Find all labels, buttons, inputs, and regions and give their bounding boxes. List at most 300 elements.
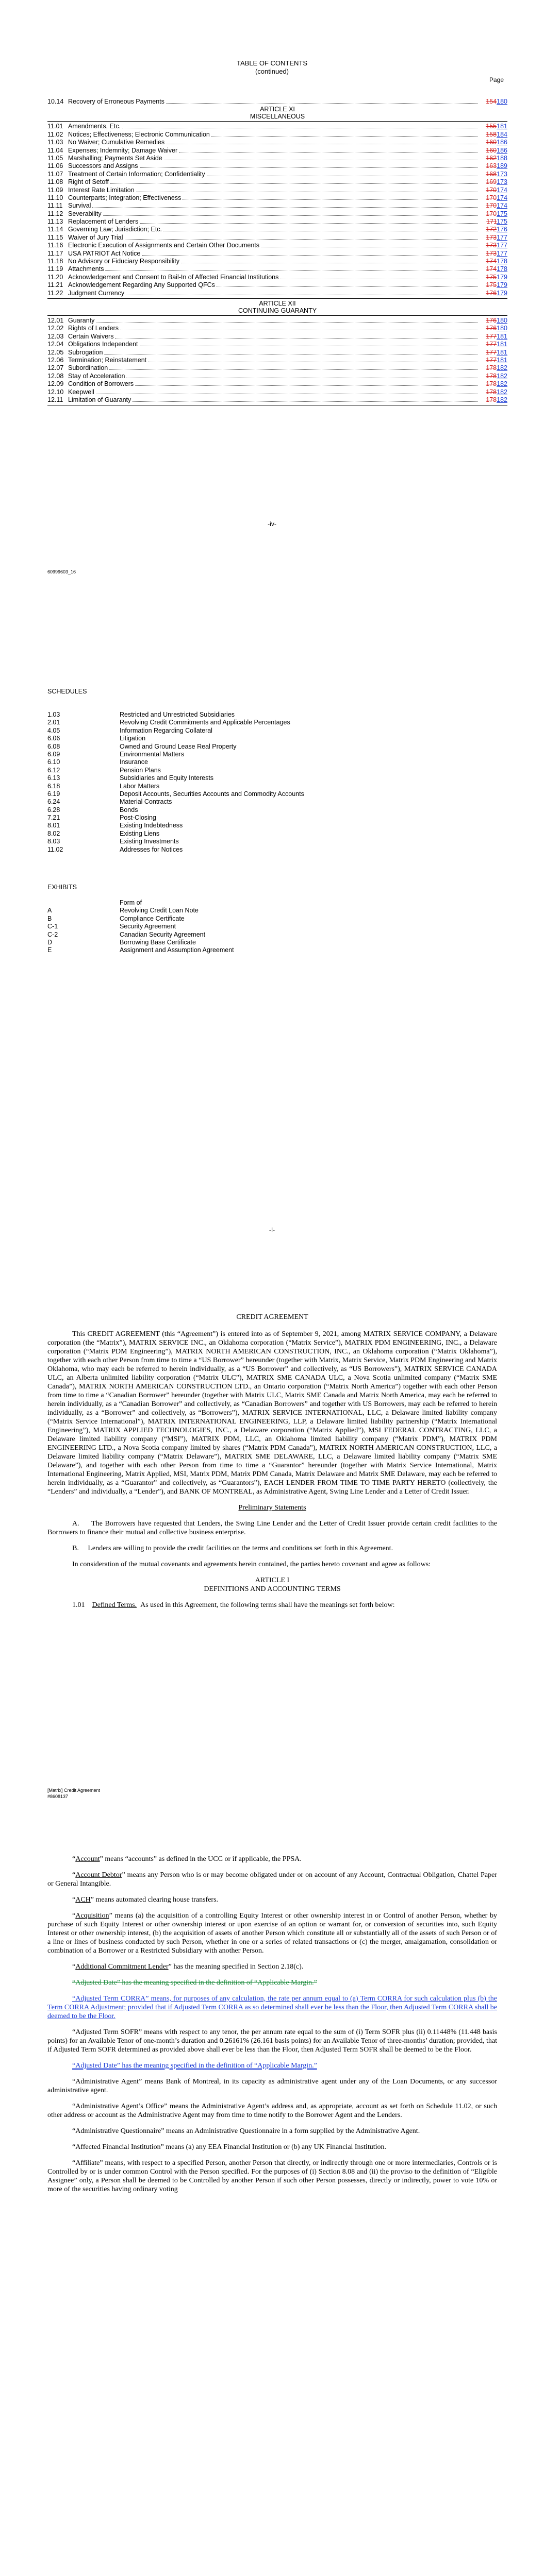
- exhibit-row: [47, 931, 234, 939]
- toc-leader-dots: [183, 199, 478, 200]
- toc-row[interactable]: [47, 380, 507, 388]
- footer-id: 60999603_16: [47, 569, 76, 574]
- toc-page-ref[interactable]: [480, 274, 507, 281]
- toc-page-ref[interactable]: [480, 325, 507, 332]
- exhibit-row-title: Revolving Credit Loan Note: [120, 907, 199, 914]
- toc-page-ref[interactable]: [480, 265, 507, 273]
- inserted-page-number: 181: [497, 332, 507, 340]
- recital-a-label: A.: [72, 1520, 79, 1528]
- toc-row[interactable]: [47, 147, 507, 155]
- toc-section-title: Notices; Effectiveness; Electronic Communication: [68, 130, 210, 138]
- exhibit-row: [47, 907, 234, 914]
- deleted-page-number: 176: [486, 316, 497, 324]
- schedules-heading: SCHEDULES: [47, 688, 87, 695]
- toc-section-title: Treatment of Certain Information; Confidentiality: [68, 170, 205, 178]
- defined-term: Additional Commitment Lender: [75, 1963, 169, 1971]
- schedule-row: [47, 751, 304, 758]
- deleted-page-number: 173: [486, 233, 497, 241]
- toc-section-number: 11.19: [47, 265, 63, 273]
- toc-row[interactable]: [47, 341, 507, 348]
- deleted-page-number: 176: [486, 289, 497, 297]
- toc-row[interactable]: [47, 171, 507, 178]
- exhibit-row-code: D: [47, 938, 53, 946]
- inserted-page-number: 179: [497, 281, 507, 289]
- toc-leader-dots: [105, 270, 478, 271]
- definition: “Account Debtor” means any Person who is or may become obligated under or on account of any Account, Contractual Obligation, Chattel Paper or General Intangible.: [47, 1871, 497, 1888]
- toc-row[interactable]: [47, 218, 507, 226]
- schedule-row-code: 6.06: [47, 735, 60, 742]
- toc-section-number: 12.03: [47, 332, 64, 340]
- toc-row[interactable]: [47, 202, 507, 210]
- inserted-page-number: 182: [497, 396, 507, 403]
- defined-term: ACH: [75, 1896, 91, 1904]
- schedules-list: [47, 711, 304, 854]
- toc-section-number: 11.22: [47, 289, 63, 297]
- toc-page-ref[interactable]: [480, 341, 507, 348]
- schedule-row-code: 8.01: [47, 822, 60, 829]
- section-label: 1.01: [72, 1601, 85, 1609]
- exhibit-row-title: Borrowing Base Certificate: [120, 938, 196, 946]
- toc-section-number: 10.14: [47, 98, 64, 105]
- footer-doc-id: #8608137: [47, 1794, 69, 1799]
- article-xi-heading: ARTICLE XI: [260, 106, 295, 113]
- toc-section-title: Rights of Lenders: [68, 325, 119, 332]
- schedule-row-title: Addresses for Notices: [120, 845, 183, 853]
- inserted-page-number: 181: [497, 123, 507, 130]
- toc-list: [47, 98, 507, 406]
- deleted-page-number: 170: [486, 194, 497, 201]
- inserted-page-number: 173: [497, 178, 507, 186]
- footer-doc: [Matrix] Credit Agreement: [47, 1788, 101, 1793]
- toc-section-number: 12.02: [47, 325, 64, 332]
- toc-section-number: 11.04: [47, 146, 63, 154]
- schedule-row: [47, 814, 304, 822]
- deleted-page-number: 173: [486, 249, 497, 257]
- toc-page-ref[interactable]: [480, 162, 507, 170]
- inserted-page-number: 186: [497, 146, 507, 154]
- schedule-row-title: Restricted and Unrestricted Subsidiaries: [120, 711, 235, 718]
- toc-section-number: 12.04: [47, 341, 64, 348]
- schedule-row-title: Litigation: [120, 735, 146, 742]
- toc-page-ref[interactable]: [480, 396, 507, 404]
- agreement-body: [47, 1313, 497, 1617]
- inserted-page-number: 175: [497, 210, 507, 217]
- inserted-page-number: 180: [497, 316, 507, 324]
- toc-row[interactable]: [47, 250, 507, 258]
- exhibit-row-title: Assignment and Assumption Agreement: [120, 946, 234, 954]
- schedule-row-title: Owned and Ground Lease Real Property: [120, 742, 237, 750]
- inserted-page-number: 182: [497, 388, 507, 396]
- toc-section-number: 11.08: [47, 178, 63, 186]
- toc-section-number: 11.07: [47, 170, 63, 178]
- toc-row[interactable]: [47, 333, 507, 341]
- article-i-heading: ARTICLE I: [255, 1577, 290, 1584]
- schedule-row-code: 6.09: [47, 750, 60, 758]
- article-xii-heading: ARTICLE XII: [259, 299, 296, 307]
- toc-leader-dots: [110, 183, 478, 184]
- toc-section-number: 11.17: [47, 249, 63, 257]
- section-text: As used in this Agreement, the following terms shall have the meanings set forth below:: [140, 1601, 395, 1609]
- toc-page-ref[interactable]: [480, 218, 507, 226]
- definition: “ACH” means automated clearing house transfers.: [72, 1896, 219, 1904]
- toc-section-title: Limitation of Guaranty: [68, 396, 131, 403]
- inserted-page-number: 178: [497, 258, 507, 265]
- toc-section-number: 12.09: [47, 380, 64, 388]
- deleted-page-number: 160: [486, 146, 497, 154]
- toc-row[interactable]: [47, 290, 507, 297]
- definition: “Administrative Questionnaire” means an Administrative Questionnaire in a form supplied by the Administrative Agent.: [72, 2127, 420, 2135]
- toc-section-number: 11.10: [47, 194, 63, 201]
- inserted-page-number: 179: [497, 273, 507, 281]
- deleted-page-number: 177: [486, 348, 497, 356]
- schedules-page: [0, 665, 544, 1283]
- toc-page-ref[interactable]: [480, 98, 507, 106]
- toc-row[interactable]: [47, 194, 507, 202]
- toc-page-ref[interactable]: [480, 226, 507, 233]
- toc-section-title: Marshalling; Payments Set Aside: [68, 154, 162, 162]
- toc-page-ref[interactable]: [480, 131, 507, 139]
- exhibits-list: [47, 899, 234, 955]
- toc-title: TABLE OF CONTENTS: [237, 59, 307, 67]
- toc-leader-dots: [142, 255, 478, 256]
- exhibits-heading: EXHIBITS: [47, 884, 77, 891]
- schedule-row-code: 6.12: [47, 766, 60, 774]
- exhibit-row: [47, 939, 234, 946]
- deleted-page-number: 155: [486, 123, 497, 130]
- toc-row[interactable]: [47, 234, 507, 242]
- toc-page-ref[interactable]: [480, 388, 507, 396]
- divider: [47, 298, 507, 299]
- toc-row[interactable]: [47, 265, 507, 273]
- deleted-page-number: 158: [486, 130, 497, 138]
- schedule-row-title: Existing Indebtedness: [120, 822, 183, 829]
- schedule-row-title: Pension Plans: [120, 766, 161, 774]
- schedule-row: [47, 838, 304, 845]
- inserted-page-number: 174: [497, 202, 507, 210]
- recital-b-label: B.: [72, 1545, 79, 1552]
- definition: “Additional Commitment Lender” has the meaning specified in Section 2.18(c).: [72, 1963, 304, 1971]
- deleted-page-number: 178: [486, 388, 497, 396]
- definitions-body: [47, 1855, 497, 2201]
- schedule-row: [47, 743, 304, 751]
- toc-leader-dots: [125, 239, 478, 240]
- deleted-page-number: 178: [486, 396, 497, 403]
- toc-leader-dots: [140, 223, 478, 224]
- toc-section-title: Expenses; Indemnity; Damage Waiver: [68, 146, 178, 154]
- inserted-page-number: 177: [497, 242, 507, 249]
- intro-paragraph: This CREDIT AGREEMENT (this “Agreement”) is entered into as of September 9, 2021, among MATRIX SERVICE COMPANY, a Delaware corporation (the “Matrix”), MATRIX SERVICE INC., an Oklahoma corporation (“Matrix Service”), MATRIX PDM ENGINEERING, INC., a Delaware corporation (“Matrix PDM Engineering”), MATRIX NORTH AMERICAN CONSTRUCTION, INC., an Oklahoma corporation (“Matrix Oklahoma”), together with each other Person from time to time a “US Borrower” hereunder (together with Matrix, Matrix Service, Matrix PDM Engineering and Matrix Oklahoma, who may each be referred to herein individually, as a “US Borrower” and collectively, as “US Borrowers”), MATRIX SERVICE CANADA ULC, an Alberta unlimited liability corporation (“Matrix ULC”), MATRIX SME CANADA ULC, a Nova Scotia unlimited company (“Matrix SME Canada”), MATRIX NORTH AMERICAN CONSTRUCTION LTD., an Ontario corporation (“Matrix North America”) together with each other Person from time to time a “Canadian Borrower” hereunder (together with Matrix ULC, Matrix SME Canada and Matrix North America, may each be referred to herein individually, as a “Canadian Borrower” and collectively, as “Canadian Borrowers” and together with US Borrowers, may each be referred to herein individually, as a “Borrower” and collectively, as “Borrowers”), MATRIX SERVICE INTERNATIONAL, LLC, a Delaware limited liability company (“Matrix Service International”), MATRIX INTERNATIONAL ENGINEERING, LLP, a Delaware limited liability partnership (“Matrix International Engineering”), MATRIX APPLIED TECHNOLOGIES, INC., a Delaware corporation (“Matrix Applied”), MSI FEDERAL CONTRACTING, LLC, a Delaware limited liability company (“MSI”), MATRIX PDM, LLC, an Oklahoma limited liability company (“Matrix PDM”), MATRIX PDM ENGINEERING LTD., a Nova Scotia company limited by shares (“Matrix PDM Canada”), MATRIX NORTH AMERICAN CONSTRUCTION, LLC, a Delaware limited liability company (“Matrix Delaware”), MATRIX SME DELAWARE, LLC, a Delaware limited liability company (“Matrix SME Delaware”), and together with each other Person from time to time a “Guarantor” hereunder (together with Matrix Service International, Matrix International Engineering, Matrix Applied, MSI, Matrix PDM, Matrix PDM Canada, Matrix Delaware and Matrix SME Delaware, may each be referred to herein individually, as a “Guarantor” and collectively, as “Guarantors”), EACH LENDER FROM TIME TO TIME PARTY HERETO (collectively, the “Lenders” and individually, a “Lender”), and BANK OF MONTREAL, as Administrative Agent, Swing Line Lender and a Letter of Credit Issuer.: [47, 1330, 497, 1496]
- recital-a: [47, 1519, 497, 1537]
- toc-row[interactable]: [47, 281, 507, 289]
- schedule-row: [47, 735, 304, 742]
- deleted-page-number: 170: [486, 186, 497, 194]
- toc-section-title: Certain Waivers: [68, 332, 114, 340]
- toc-row[interactable]: [47, 372, 507, 380]
- toc-row[interactable]: [47, 396, 507, 404]
- inserted-page-number: 178: [497, 265, 507, 273]
- toc-section-title: Governing Law; Jurisdiction; Etc.: [68, 226, 162, 233]
- schedule-row-code: 8.02: [47, 829, 60, 837]
- definitions-page: [0, 1824, 544, 2576]
- toc-page-ref[interactable]: [480, 139, 507, 146]
- inserted-page-number: 179: [497, 289, 507, 297]
- deleted-page-number: 177: [486, 332, 497, 340]
- toc-section-number: 11.20: [47, 273, 63, 281]
- schedule-row: [47, 830, 304, 838]
- schedule-row: [47, 711, 304, 719]
- inserted-page-number: 181: [497, 348, 507, 356]
- schedule-row-code: 6.19: [47, 790, 60, 798]
- toc-section-number: 11.16: [47, 242, 63, 249]
- toc-section-title: Replacement of Lenders: [68, 218, 139, 226]
- schedule-row: [47, 774, 304, 782]
- inserted-page-number: 177: [497, 233, 507, 241]
- toc-page-ref[interactable]: [480, 194, 507, 202]
- toc-row[interactable]: [47, 131, 507, 139]
- toc-section-title: Counterparts; Integration; Effectiveness: [68, 194, 182, 201]
- toc-page-ref[interactable]: [480, 333, 507, 341]
- schedule-row: [47, 767, 304, 774]
- toc-subtitle: (continued): [255, 67, 289, 75]
- toc-row[interactable]: [47, 187, 507, 194]
- toc-page-ref[interactable]: [480, 258, 507, 265]
- toc-page-ref[interactable]: [480, 187, 507, 194]
- defined-term: Account Debtor: [75, 1871, 122, 1879]
- toc-section-number: 11.11: [47, 202, 63, 210]
- toc-page-ref[interactable]: [480, 178, 507, 186]
- definition: “Acquisition” means (a) the acquisition of a controlling Equity Interest or other ownership interest in or Control of another Person, whether by purchase of such Equity Interest or other ownership interest or upon exercise of an option or warrant for, or conversion of securities into, such Equity Interest or other ownership interest, (b) the acquisition of assets of another Person which constitute all or substantially all of the assets of such Person or of a line or lines of business conducted by such Person, whether in one or a series of related transactions or (c) the merger, amalgamation, consolidation or combination of a Borrower or a Restricted Subsidiary with another Person.: [47, 1912, 497, 1955]
- toc-section-title: Successors and Assigns: [68, 162, 138, 170]
- recital-a-text: The Borrowers have requested that Lenders, the Swing Line Lender and the Letter of Credit Issuer provide certain credit facilities to the Borrowers to finance their mutual and collective business enterprise.: [47, 1520, 497, 1536]
- toc-section-number: 11.01: [47, 123, 63, 130]
- toc-section-title: Severability: [68, 210, 102, 217]
- prelim-heading: Preliminary Statements: [238, 1504, 306, 1512]
- recital-b-text: Lenders are willing to provide the credit facilities on the terms and conditions set forth in this Agreement.: [88, 1545, 393, 1552]
- toc-page-ref[interactable]: [480, 123, 507, 130]
- page-number: -iv-: [268, 520, 276, 528]
- schedule-row-code: 6.13: [47, 774, 60, 782]
- toc-leader-dots: [92, 207, 478, 208]
- deleted-page-number: 162: [486, 154, 497, 162]
- definition-text: means “accounts” as defined in the UCC or if applicable, the PPSA.: [103, 1855, 302, 1863]
- inserted-page-number: 182: [497, 372, 507, 380]
- inserted-page-number: 182: [497, 380, 507, 388]
- deleted-definition: “Adjusted Date” has the meaning specified in the definition of “Applicable Margin.”: [72, 1979, 317, 1987]
- toc-row[interactable]: [47, 364, 507, 372]
- deleted-page-number: 175: [486, 281, 497, 289]
- schedule-row: [47, 790, 304, 798]
- deleted-page-number: 178: [486, 364, 497, 372]
- deleted-page-number: 177: [486, 356, 497, 364]
- schedule-row-title: Bonds: [120, 806, 138, 814]
- toc-page: [0, 0, 544, 644]
- toc-leader-dots: [217, 286, 478, 287]
- toc-page-ref[interactable]: [480, 349, 507, 357]
- toc-section-number: 12.10: [47, 388, 64, 396]
- definition-text: means (a) the acquisition of a controlling Equity Interest or other ownership interest in or Control of another Person, whether by purchase of such Equity Interest or other ownership interest or upon exercise of an option or warrant for, or conversion of securities into, such Equity Interest or other ownership interest, (b) the acquisition of assets of another Person which constitute all or substantially all of the assets of such Person or of a line or lines of business conducted by such Person, whether in one or a series of related transactions or (c) the merger, amalgamation, consolidation or combination of a Borrower or a Restricted Subsidiary with another Person.: [47, 1912, 497, 1955]
- deleted-page-number: 173: [486, 242, 497, 249]
- toc-leader-dots: [211, 136, 478, 137]
- toc-page-ref[interactable]: [480, 380, 507, 388]
- toc-row[interactable]: [47, 178, 507, 186]
- deleted-page-number: 154: [486, 98, 497, 105]
- deleted-page-number: 175: [486, 273, 497, 281]
- schedule-row-title: Information Regarding Collateral: [120, 726, 212, 734]
- toc-page-ref[interactable]: [480, 171, 507, 178]
- schedule-row-title: Material Contracts: [120, 798, 172, 806]
- schedule-row-code: 4.05: [47, 726, 60, 734]
- exhibit-row-code: B: [47, 914, 52, 922]
- toc-page-ref[interactable]: [480, 357, 507, 364]
- inserted-page-number: 173: [497, 170, 507, 178]
- definition: “Adjusted Term SOFR” means with respect to any tenor, the per annum rate equal to the sum of (i) Term SOFR plus (ii) 0.11448% (11.448 basis points) for an Available Tenor of one-month’s duration and 0.26161% (26.161 basis points) for an Available Tenor of three-months’ duration; provided, that if Adjusted Term SOFR determined as provided above shall ever be less than the Floor, then Adjusted Term SOFR shall be deemed to be the Floor.: [47, 2028, 497, 2054]
- toc-page-header: Page: [489, 76, 504, 83]
- inserted-page-number: 186: [497, 139, 507, 146]
- toc-row[interactable]: [47, 98, 507, 106]
- toc-section-title: Recovery of Erroneous Payments: [68, 98, 164, 105]
- deleted-page-number: 178: [486, 372, 497, 380]
- exhibit-row: [47, 915, 234, 923]
- toc-row[interactable]: [47, 226, 507, 233]
- toc-row[interactable]: [47, 123, 507, 130]
- toc-section-title: Judgment Currency: [68, 289, 125, 297]
- toc-section-number: 11.18: [47, 258, 63, 265]
- toc-section-number: 11.06: [47, 162, 63, 170]
- schedule-row: [47, 783, 304, 790]
- inserted-page-number: 182: [497, 364, 507, 372]
- schedule-row-code: 1.03: [47, 711, 60, 718]
- toc-leader-dots: [135, 385, 478, 386]
- schedule-row: [47, 846, 304, 854]
- toc-section-number: 11.14: [47, 226, 63, 233]
- schedule-row-code: 8.03: [47, 838, 60, 845]
- toc-leader-dots: [103, 215, 478, 216]
- schedule-row-code: 6.28: [47, 806, 60, 814]
- toc-row[interactable]: [47, 274, 507, 281]
- toc-section-title: Right of Setoff: [68, 178, 109, 186]
- toc-row[interactable]: [47, 242, 507, 249]
- exhibit-row: [47, 946, 234, 954]
- toc-row[interactable]: [47, 388, 507, 396]
- schedule-row-title: Deposit Accounts, Securities Accounts and Commodity Accounts: [120, 790, 304, 798]
- exhibit-row-title: Security Agreement: [120, 923, 176, 930]
- toc-section-title: Subordination: [68, 364, 108, 372]
- toc-section-title: Guaranty: [68, 316, 95, 324]
- toc-section-number: 11.09: [47, 186, 63, 194]
- exhibit-row-code: C-2: [47, 930, 58, 938]
- toc-row[interactable]: [47, 139, 507, 146]
- inserted-page-number: 181: [497, 341, 507, 348]
- toc-page-ref[interactable]: [480, 250, 507, 258]
- toc-row[interactable]: [47, 317, 507, 325]
- toc-page-ref[interactable]: [480, 281, 507, 289]
- toc-section-title: Attachments: [68, 265, 104, 273]
- deleted-page-number: 171: [486, 218, 497, 226]
- schedule-row: [47, 758, 304, 766]
- toc-section-title: Termination; Reinstatement: [68, 356, 147, 364]
- schedule-row-code: 6.24: [47, 798, 60, 806]
- toc-page-ref[interactable]: [480, 317, 507, 325]
- exhibit-row-title: Compliance Certificate: [120, 914, 185, 922]
- toc-section-title: No Waiver; Cumulative Remedies: [68, 139, 165, 146]
- definition: “Administrative Agent” means Bank of Montreal, in its capacity as administrative agent under any of the Loan Documents, or any successor administrative agent.: [47, 2078, 497, 2094]
- toc-page-ref[interactable]: [480, 202, 507, 210]
- toc-page-ref[interactable]: [480, 234, 507, 242]
- definition: “Affiliate” means, with respect to a specified Person, another Person that directly, or indirectly through one or more intermediaries, Controls or is Controlled by or is under common Control with the Person specified. For the purposes of (i) Section 8.08 and (ii) the proviso to the definition of “Eligible Assignee” only, a Person shall be deemed to be Controlled by another Person if such other Person possesses, directly or indirectly, power to vote 10% or more of the securities having ordinary voting: [47, 2159, 497, 2193]
- inserted-page-number: 181: [497, 356, 507, 364]
- deleted-page-number: 169: [486, 178, 497, 186]
- inserted-page-number: 174: [497, 194, 507, 201]
- toc-section-title: Subrogation: [68, 348, 103, 356]
- schedule-row: [47, 822, 304, 829]
- toc-section-number: 12.07: [47, 364, 64, 372]
- toc-page-ref[interactable]: [480, 147, 507, 155]
- toc-row[interactable]: [47, 349, 507, 357]
- toc-section-title: USA PATRIOT Act Notice: [68, 249, 141, 257]
- toc-page-ref[interactable]: [480, 372, 507, 380]
- schedule-row: [47, 806, 304, 814]
- schedule-row-code: 6.18: [47, 782, 60, 790]
- toc-row[interactable]: [47, 325, 507, 332]
- schedule-row-code: 2.01: [47, 719, 60, 726]
- toc-page-ref[interactable]: [480, 155, 507, 162]
- definition-text: has the meaning specified in Section 2.18(c).: [171, 1963, 304, 1971]
- toc-section-number: 11.21: [47, 281, 63, 289]
- toc-section-title: Condition of Borrowers: [68, 380, 134, 388]
- schedule-row-title: Labor Matters: [120, 782, 160, 790]
- inserted-page-number: 177: [497, 249, 507, 257]
- toc-page-ref[interactable]: [480, 242, 507, 249]
- exhibit-row: [47, 923, 234, 930]
- toc-row[interactable]: [47, 162, 507, 170]
- toc-row[interactable]: [47, 155, 507, 162]
- form-of-label: Form of: [120, 899, 142, 906]
- toc-leader-dots: [109, 369, 478, 370]
- inserted-page-number: 189: [497, 162, 507, 170]
- inserted-page-number: 184: [497, 130, 507, 138]
- agreement-title: CREDIT AGREEMENT: [236, 1313, 308, 1321]
- toc-page-ref[interactable]: [480, 364, 507, 372]
- schedule-row: [47, 719, 304, 726]
- toc-section-title: Stay of Acceleration: [68, 372, 125, 380]
- deleted-page-number: 163: [486, 162, 497, 170]
- inserted-page-number: 180: [497, 325, 507, 332]
- defined-term: Account: [75, 1855, 100, 1863]
- toc-row[interactable]: [47, 258, 507, 265]
- defined-term: Acquisition: [75, 1912, 109, 1920]
- toc-section-title: Interest Rate Limitation: [68, 186, 135, 194]
- deleted-page-number: 172: [486, 226, 497, 233]
- schedule-row-code: 6.08: [47, 742, 60, 750]
- deleted-page-number: 176: [486, 325, 497, 332]
- toc-section-number: 11.02: [47, 130, 63, 138]
- definition-text: means any Person who is or may become obligated under or on account of any Account, Contractual Obligation, Chattel Paper or General Intangible.: [47, 1871, 497, 1888]
- toc-section-number: 12.05: [47, 348, 64, 356]
- inserted-page-number: 175: [497, 218, 507, 226]
- toc-page-ref[interactable]: [480, 210, 507, 218]
- exhibit-row-code: E: [47, 946, 52, 954]
- toc-page-ref[interactable]: [480, 290, 507, 297]
- inserted-page-number: 176: [497, 226, 507, 233]
- section-heading: Defined Terms.: [92, 1601, 137, 1609]
- deleted-page-number: 174: [486, 258, 497, 265]
- toc-section-number: 11.12: [47, 210, 63, 217]
- toc-row[interactable]: [47, 357, 507, 364]
- inserted-definition: “Adjusted Term CORRA” means, for purposes of any calculation, the rate per annum equal to (a) Term CORRA for such calculation plus (b) the Term CORRA Adjustment; provided that if Adjusted Term CORRA as so determined shall ever be less than the Floor, then Adjusted Term CORRA shall be deemed to be the Floor.: [47, 1995, 497, 2020]
- toc-row[interactable]: [47, 210, 507, 218]
- definition-text: means automated clearing house transfers.: [94, 1896, 219, 1904]
- toc-section-title: Keepwell: [68, 388, 94, 396]
